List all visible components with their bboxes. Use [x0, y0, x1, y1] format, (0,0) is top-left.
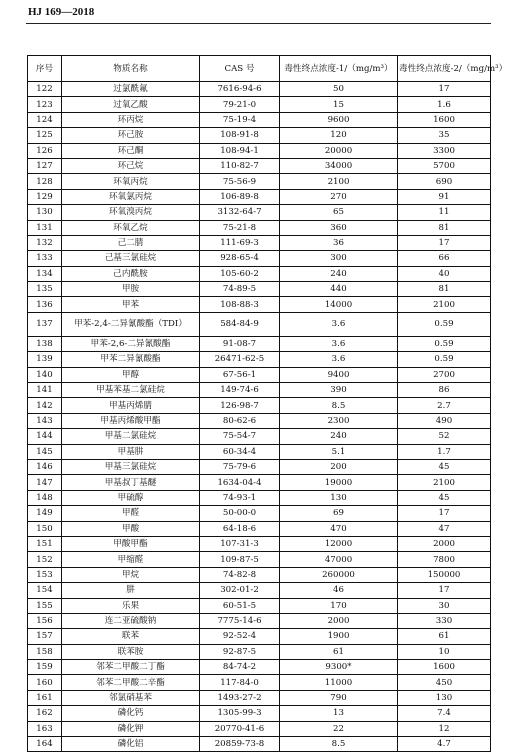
table-cell: 74-93-1 — [200, 490, 280, 505]
table-cell: 2100 — [280, 174, 398, 189]
table-cell: 152 — [28, 552, 62, 567]
table-cell: 1305-99-3 — [200, 706, 280, 721]
table-cell: 1.6 — [398, 97, 491, 112]
table-cell: 111-69-3 — [200, 235, 280, 250]
table-cell: 5.1 — [280, 444, 398, 459]
table-cell: 过氧乙酸 — [62, 97, 200, 112]
table-cell: 110-82-7 — [200, 158, 280, 173]
table-cell: 133 — [28, 251, 62, 266]
table-cell: 20000 — [280, 143, 398, 158]
table-cell: 81 — [398, 220, 491, 235]
table-cell: 17 — [398, 235, 491, 250]
table-cell: 1600 — [398, 112, 491, 127]
table-row — [28, 675, 491, 690]
table-cell: 92-52-4 — [200, 629, 280, 644]
table-cell: 140 — [28, 367, 62, 382]
table-cell: 9600 — [280, 112, 398, 127]
table-cell: 联苯 — [62, 629, 200, 644]
table-cell: 环氧丙烷 — [62, 174, 200, 189]
table-cell: 151 — [28, 536, 62, 551]
table-cell: 甲基丙烯腈 — [62, 398, 200, 413]
table-cell: 17 — [398, 506, 491, 521]
table-row — [28, 398, 491, 413]
table-cell: 3.6 — [280, 336, 398, 351]
table-cell: 甲酸 — [62, 521, 200, 536]
table-cell: 20859-73-8 — [200, 737, 280, 752]
table-cell: 7616-94-6 — [200, 82, 280, 97]
table-cell: 240 — [280, 266, 398, 281]
table-row — [28, 429, 491, 444]
table-cell: 117-84-0 — [200, 675, 280, 690]
table-cell: 75-21-8 — [200, 220, 280, 235]
table-cell: 30 — [398, 598, 491, 613]
table-cell: 17 — [398, 82, 491, 97]
column-header: CAS 号 — [200, 56, 280, 82]
table-row — [28, 644, 491, 659]
table-cell: 108-91-8 — [200, 128, 280, 143]
table-cell: 环氧乙烷 — [62, 220, 200, 235]
table-cell: 1900 — [280, 629, 398, 644]
table-cell: 142 — [28, 398, 62, 413]
table-cell: 126 — [28, 143, 62, 158]
table-cell: 138 — [28, 336, 62, 351]
table-cell: 50-00-0 — [200, 506, 280, 521]
table-cell: 50 — [280, 82, 398, 97]
table-cell: 环己胺 — [62, 128, 200, 143]
table-row — [28, 336, 491, 351]
table-cell: 108-94-1 — [200, 143, 280, 158]
table-cell: 己二腈 — [62, 235, 200, 250]
table-cell: 129 — [28, 189, 62, 204]
table-cell: 甲苯-2,4-二异氰酸酯（TDI） — [62, 312, 200, 336]
table-cell: 环氧氯丙烷 — [62, 189, 200, 204]
table-cell: 联苯胺 — [62, 644, 200, 659]
table-cell: 584-84-9 — [200, 312, 280, 336]
table-cell: 1634-04-4 — [200, 475, 280, 490]
table-cell: 75-19-4 — [200, 112, 280, 127]
table-cell: 108-88-3 — [200, 297, 280, 312]
table-cell: 122 — [28, 82, 62, 97]
table-row — [28, 352, 491, 367]
table-cell: 环己烷 — [62, 158, 200, 173]
table-cell: 3300 — [398, 143, 491, 158]
table-cell: 132 — [28, 235, 62, 250]
table-cell: 3.6 — [280, 312, 398, 336]
table-cell: 60-51-5 — [200, 598, 280, 613]
table-cell: 甲胺 — [62, 282, 200, 297]
table-row — [28, 567, 491, 582]
table-row — [28, 475, 491, 490]
table-cell: 60-34-4 — [200, 444, 280, 459]
column-header: 序号 — [28, 56, 62, 82]
table-cell: 47 — [398, 521, 491, 536]
table-cell: 邻苯二甲酸二辛酯 — [62, 675, 200, 690]
table-row — [28, 536, 491, 551]
table-row — [28, 444, 491, 459]
table-cell: 甲酸甲酯 — [62, 536, 200, 551]
table-cell: 己基三氯硅烷 — [62, 251, 200, 266]
table-cell: 11 — [398, 205, 491, 220]
table-cell: 75-56-9 — [200, 174, 280, 189]
table-cell: 127 — [28, 158, 62, 173]
table-cell: 69 — [280, 506, 398, 521]
table-cell: 0.59 — [398, 336, 491, 351]
table-cell: 450 — [398, 675, 491, 690]
column-header: 物质名称 — [62, 56, 200, 82]
table-cell: 160 — [28, 675, 62, 690]
table-cell: 7.4 — [398, 706, 491, 721]
table-header-row — [28, 56, 491, 82]
table-cell: 130 — [280, 490, 398, 505]
table-cell: 35 — [398, 128, 491, 143]
table-cell: 270 — [280, 189, 398, 204]
table-cell: 158 — [28, 644, 62, 659]
table-cell: 106-89-8 — [200, 189, 280, 204]
table-cell: 163 — [28, 721, 62, 736]
table-cell: 甲苯二异氰酸酯 — [62, 352, 200, 367]
table-cell: 0.59 — [398, 352, 491, 367]
table-cell: 甲烷 — [62, 567, 200, 582]
column-header: 毒性终点浓度-1/（mg/m³） — [280, 56, 398, 82]
table-cell: 环丙烷 — [62, 112, 200, 127]
table-cell: 45 — [398, 459, 491, 474]
table-cell: 10 — [398, 644, 491, 659]
table-row — [28, 97, 491, 112]
table-cell: 甲醛 — [62, 506, 200, 521]
table-cell: 40 — [398, 266, 491, 281]
table-cell: 200 — [280, 459, 398, 474]
table-cell: 440 — [280, 282, 398, 297]
table-cell: 109-87-5 — [200, 552, 280, 567]
table-row — [28, 552, 491, 567]
table-cell: 8.5 — [280, 398, 398, 413]
table-cell: 64-18-6 — [200, 521, 280, 536]
table-row — [28, 690, 491, 705]
table-cell: 1.7 — [398, 444, 491, 459]
table-cell: 156 — [28, 613, 62, 628]
table-cell: 12000 — [280, 536, 398, 551]
table-row — [28, 613, 491, 628]
table-row — [28, 383, 491, 398]
table-cell: 环己酮 — [62, 143, 200, 158]
table-cell: 928-65-4 — [200, 251, 280, 266]
table-cell: 34000 — [280, 158, 398, 173]
table-cell: 161 — [28, 690, 62, 705]
table-cell: 470 — [280, 521, 398, 536]
table-cell: 邻氯硝基苯 — [62, 690, 200, 705]
table-cell: 146 — [28, 459, 62, 474]
table-cell: 己内酰胺 — [62, 266, 200, 281]
table-cell: 17 — [398, 583, 491, 598]
table-row — [28, 721, 491, 736]
table-cell: 9400 — [280, 367, 398, 382]
table-row — [28, 413, 491, 428]
table-cell: 260000 — [280, 567, 398, 582]
table-row — [28, 506, 491, 521]
table-cell: 150 — [28, 521, 62, 536]
table-cell: 26471-62-5 — [200, 352, 280, 367]
table-row — [28, 205, 491, 220]
table-cell: 甲基二氯硅烷 — [62, 429, 200, 444]
table-cell: 330 — [398, 613, 491, 628]
table-row — [28, 251, 491, 266]
table-cell: 360 — [280, 220, 398, 235]
table-cell: 5700 — [398, 158, 491, 173]
table-cell: 36 — [280, 235, 398, 250]
table-cell: 126-98-7 — [200, 398, 280, 413]
table-cell: 磷化钾 — [62, 721, 200, 736]
document-id: HJ 169—2018 — [28, 6, 95, 18]
table-cell: 2700 — [398, 367, 491, 382]
table-cell: 66 — [398, 251, 491, 266]
table-row — [28, 174, 491, 189]
table-cell: 145 — [28, 444, 62, 459]
table-cell: 肼 — [62, 583, 200, 598]
table-cell: 124 — [28, 112, 62, 127]
table-body — [28, 82, 491, 752]
table-row — [28, 312, 491, 336]
table-cell: 甲基苯基二氯硅烷 — [62, 383, 200, 398]
table-cell: 52 — [398, 429, 491, 444]
table-row — [28, 521, 491, 536]
table-cell: 61 — [398, 629, 491, 644]
table-cell: 143 — [28, 413, 62, 428]
table-cell: 91-08-7 — [200, 336, 280, 351]
table-cell: 8.5 — [280, 737, 398, 752]
table-cell: 154 — [28, 583, 62, 598]
table-cell: 15 — [280, 97, 398, 112]
table-cell: 159 — [28, 660, 62, 675]
table-cell: 170 — [280, 598, 398, 613]
table-cell: 46 — [280, 583, 398, 598]
table-cell: 80-62-6 — [200, 413, 280, 428]
table-cell: 14000 — [280, 297, 398, 312]
table-cell: 1493-27-2 — [200, 690, 280, 705]
table-cell: 13 — [280, 706, 398, 721]
table-cell: 135 — [28, 282, 62, 297]
table-cell: 甲基叔丁基醚 — [62, 475, 200, 490]
table-cell: 134 — [28, 266, 62, 281]
table-cell: 79-21-0 — [200, 97, 280, 112]
table-cell: 邻苯二甲酸二丁酯 — [62, 660, 200, 675]
table-cell: 131 — [28, 220, 62, 235]
table-row — [28, 490, 491, 505]
table-row — [28, 598, 491, 613]
table-row — [28, 282, 491, 297]
table-cell: 3132-64-7 — [200, 205, 280, 220]
table-cell: 75-79-6 — [200, 459, 280, 474]
table-cell: 148 — [28, 490, 62, 505]
table-cell: 12 — [398, 721, 491, 736]
table-cell: 3.6 — [280, 352, 398, 367]
table-cell: 92-87-5 — [200, 644, 280, 659]
table-cell: 300 — [280, 251, 398, 266]
table-cell: 302-01-2 — [200, 583, 280, 598]
table-cell: 甲苯-2,6-二异氰酸酯 — [62, 336, 200, 351]
table-cell: 甲基丙烯酸甲酯 — [62, 413, 200, 428]
table-cell: 9300* — [280, 660, 398, 675]
table-cell: 2.7 — [398, 398, 491, 413]
table-cell: 162 — [28, 706, 62, 721]
table-cell: 11000 — [280, 675, 398, 690]
table-cell: 甲基肼 — [62, 444, 200, 459]
table-cell: 2000 — [398, 536, 491, 551]
table-row — [28, 220, 491, 235]
table-cell: 164 — [28, 737, 62, 752]
table-row — [28, 297, 491, 312]
table-cell: 74-82-8 — [200, 567, 280, 582]
table-row — [28, 143, 491, 158]
table-cell: 139 — [28, 352, 62, 367]
table-cell: 7800 — [398, 552, 491, 567]
table-cell: 1600 — [398, 660, 491, 675]
table-cell: 67-56-1 — [200, 367, 280, 382]
table-cell: 150000 — [398, 567, 491, 582]
table-row — [28, 82, 491, 97]
table-cell: 75-54-7 — [200, 429, 280, 444]
table-cell: 甲基三氯硅烷 — [62, 459, 200, 474]
table-row — [28, 459, 491, 474]
table-cell: 130 — [398, 690, 491, 705]
table-cell: 141 — [28, 383, 62, 398]
table-cell: 19000 — [280, 475, 398, 490]
header-rule — [26, 23, 491, 24]
table-cell: 91 — [398, 189, 491, 204]
table-cell: 2100 — [398, 475, 491, 490]
table-cell: 2300 — [280, 413, 398, 428]
table-cell: 74-89-5 — [200, 282, 280, 297]
table-cell: 490 — [398, 413, 491, 428]
table-row — [28, 737, 491, 752]
table-cell: 磷化铝 — [62, 737, 200, 752]
table-cell: 125 — [28, 128, 62, 143]
table-row — [28, 112, 491, 127]
toxicity-table — [27, 55, 508, 752]
table-cell: 0.59 — [398, 312, 491, 336]
table-cell: 磷化钙 — [62, 706, 200, 721]
table-cell: 甲硫醇 — [62, 490, 200, 505]
table-cell: 137 — [28, 312, 62, 336]
table-cell: 144 — [28, 429, 62, 444]
table-cell: 7775-14-6 — [200, 613, 280, 628]
table-cell: 乐果 — [62, 598, 200, 613]
table-cell: 连二亚硫酸钠 — [62, 613, 200, 628]
table-cell: 157 — [28, 629, 62, 644]
table-cell: 105-60-2 — [200, 266, 280, 281]
table-row — [28, 660, 491, 675]
table-cell: 45 — [398, 490, 491, 505]
table-row — [28, 235, 491, 250]
table-cell: 123 — [28, 97, 62, 112]
table-cell: 153 — [28, 567, 62, 582]
table-row — [28, 706, 491, 721]
table-cell: 149-74-6 — [200, 383, 280, 398]
table-cell: 20770-41-6 — [200, 721, 280, 736]
table-row — [28, 128, 491, 143]
table-cell: 128 — [28, 174, 62, 189]
table-cell: 155 — [28, 598, 62, 613]
table-cell: 甲缩醛 — [62, 552, 200, 567]
column-header: 毒性终点浓度-2/（mg/m³） — [398, 56, 491, 82]
table-cell: 690 — [398, 174, 491, 189]
table-row — [28, 189, 491, 204]
table-cell: 147 — [28, 475, 62, 490]
table-row — [28, 266, 491, 281]
table-cell: 4.7 — [398, 737, 491, 752]
table-row — [28, 583, 491, 598]
table-cell: 61 — [280, 644, 398, 659]
table-cell: 过氯酰氟 — [62, 82, 200, 97]
table-cell: 790 — [280, 690, 398, 705]
table-cell: 22 — [280, 721, 398, 736]
table-cell: 84-74-2 — [200, 660, 280, 675]
table-cell: 149 — [28, 506, 62, 521]
table-cell: 86 — [398, 383, 491, 398]
table-cell: 甲苯 — [62, 297, 200, 312]
table-cell: 81 — [398, 282, 491, 297]
table-cell: 120 — [280, 128, 398, 143]
table-cell: 2100 — [398, 297, 491, 312]
table-cell: 240 — [280, 429, 398, 444]
table-cell: 390 — [280, 383, 398, 398]
table-cell: 65 — [280, 205, 398, 220]
table-cell: 2000 — [280, 613, 398, 628]
table-cell: 107-31-3 — [200, 536, 280, 551]
table-cell: 130 — [28, 205, 62, 220]
table-row — [28, 367, 491, 382]
table-row — [28, 158, 491, 173]
table-cell: 环氧溴丙烷 — [62, 205, 200, 220]
table-cell: 136 — [28, 297, 62, 312]
table-cell: 甲醇 — [62, 367, 200, 382]
table-cell: 47000 — [280, 552, 398, 567]
table-row — [28, 629, 491, 644]
